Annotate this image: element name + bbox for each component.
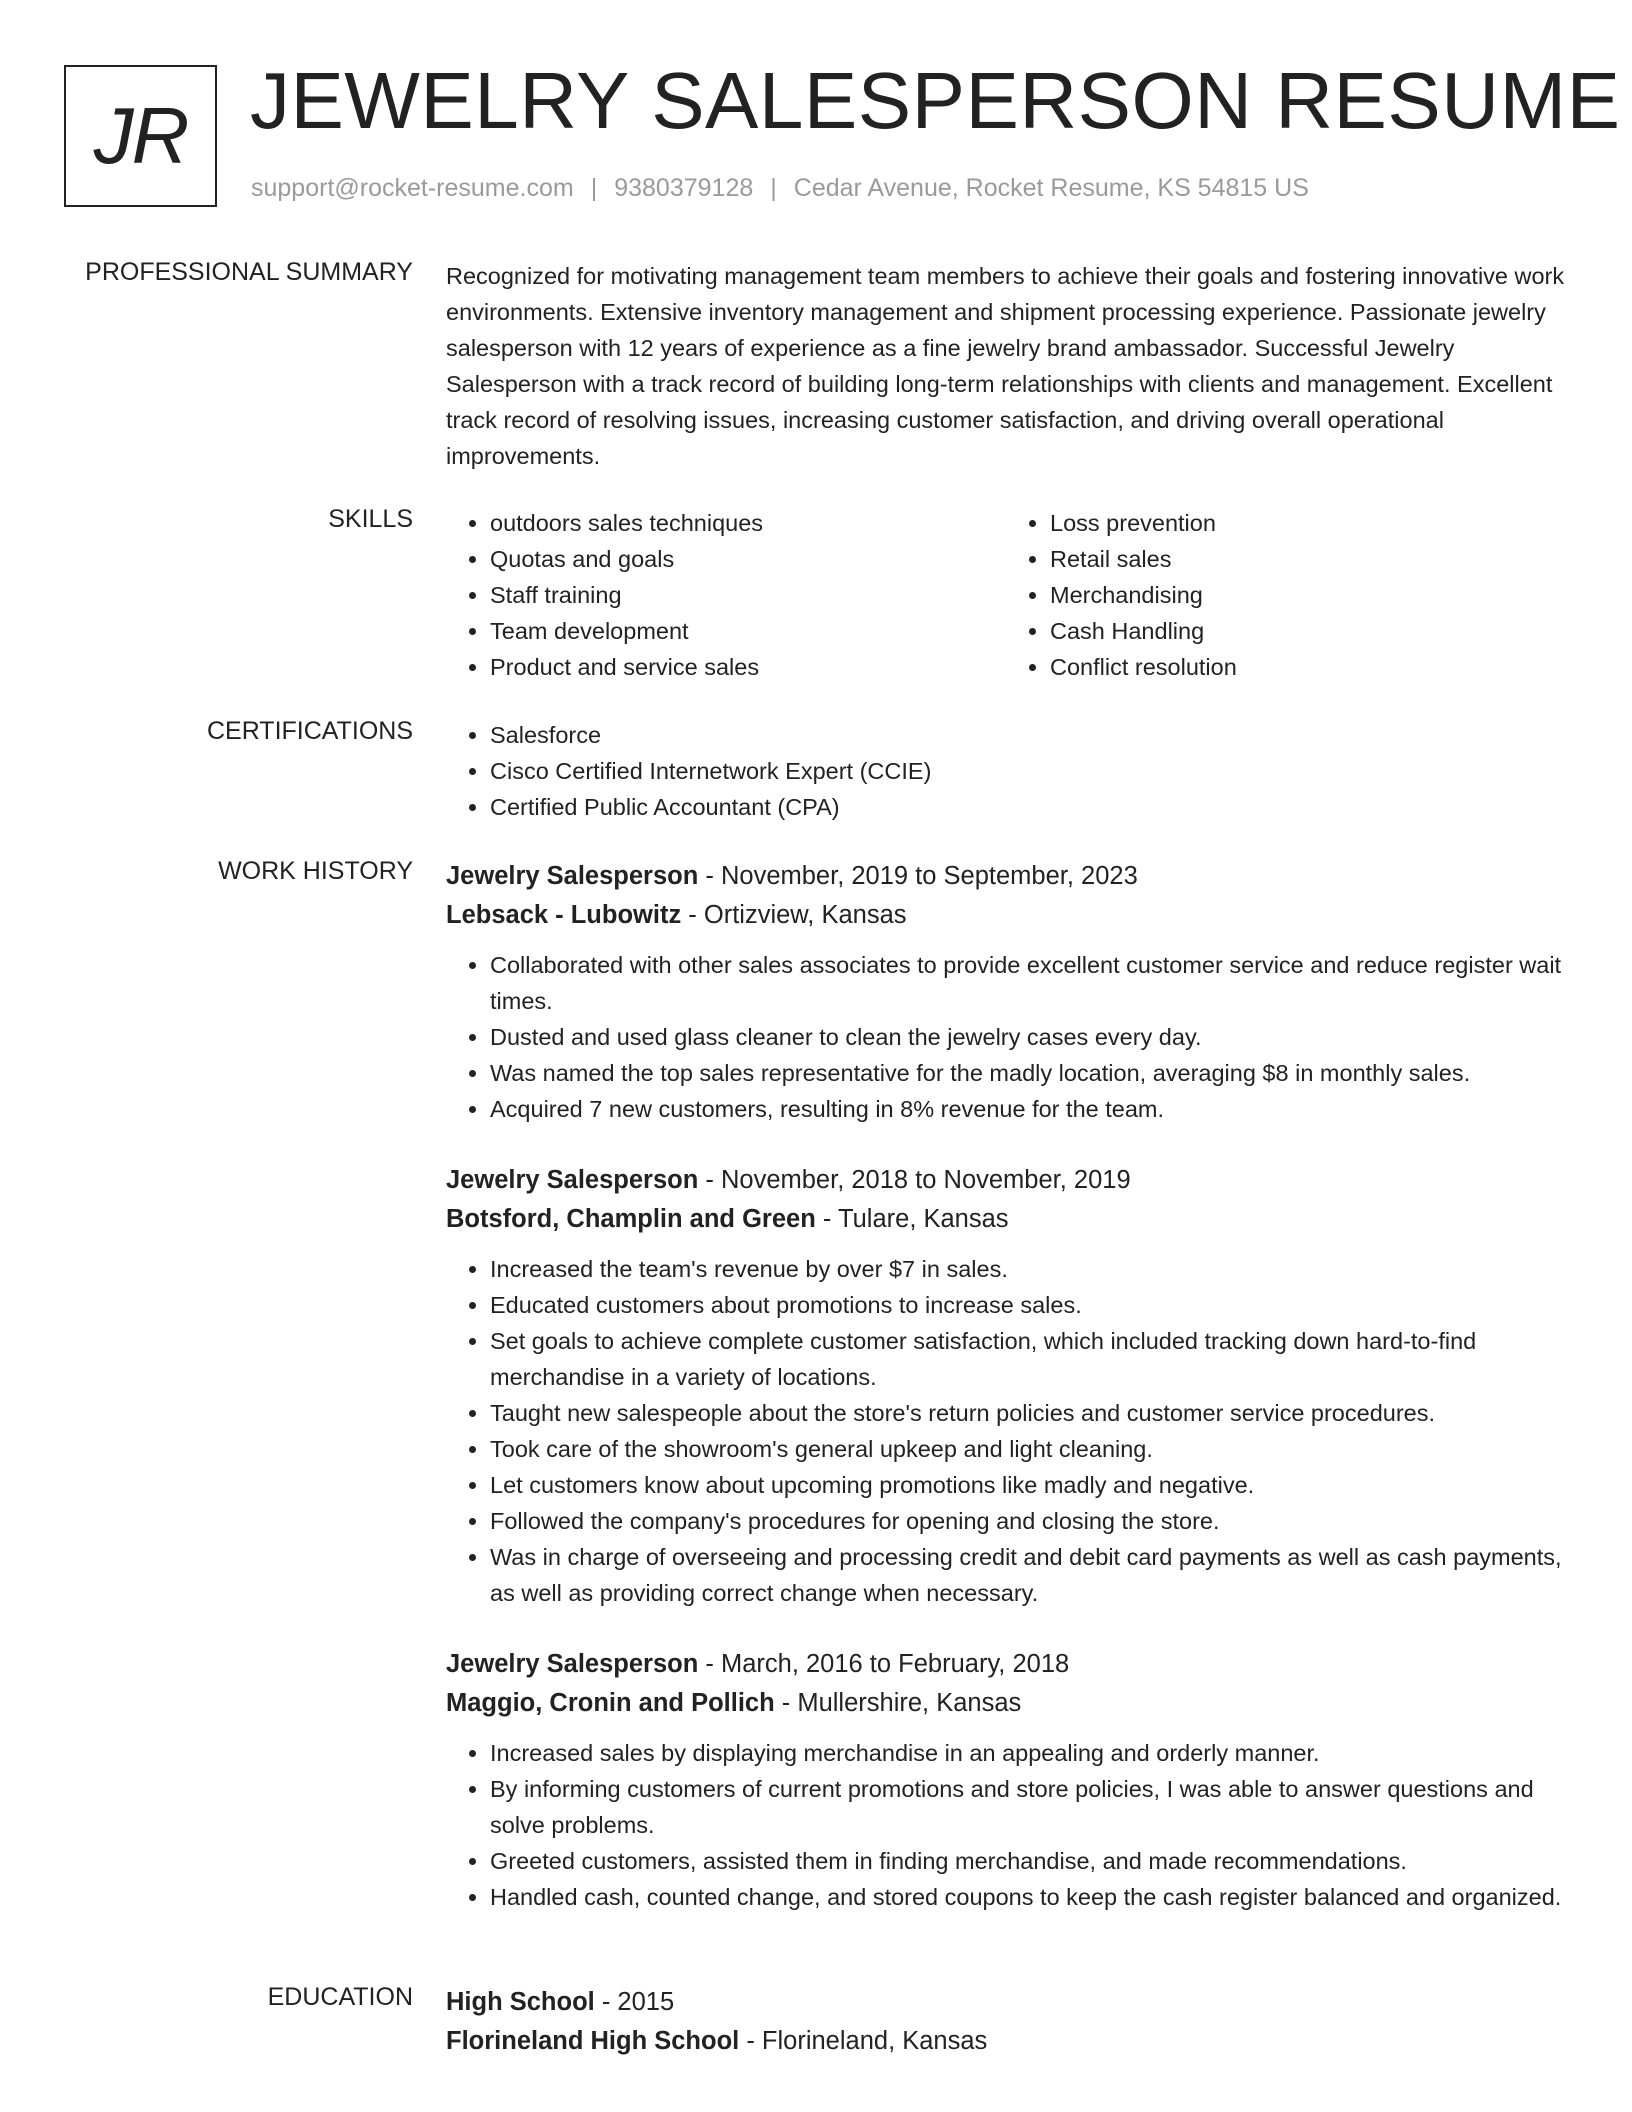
work-history-content bbox=[446, 857, 1566, 1915]
summary-content bbox=[446, 258, 1566, 474]
job-bullet: • Acquired 7 new customers, resulting in 8% revenue for the team. bbox=[490, 1091, 1566, 1127]
skill-item: • Quotas and goals bbox=[490, 541, 1006, 577]
education-degree: High School bbox=[446, 1988, 595, 2016]
job-dates: - March, 2016 to February, 2018 bbox=[698, 1650, 1070, 1678]
skill-item: • Team development bbox=[490, 613, 1006, 649]
skill-item: • outdoors sales techniques bbox=[490, 505, 1006, 541]
certification-item: • Certified Public Accountant (CPA) bbox=[490, 789, 1566, 825]
job-bullet: • Was in charge of overseeing and processing credit and debit card payments as well as cash payments, as well as providing correct change when necessary. bbox=[490, 1539, 1566, 1611]
certifications-content bbox=[446, 717, 1566, 825]
job-bullet: • Collaborated with other sales associates to provide excellent customer service and reduce register wait times. bbox=[490, 947, 1566, 1019]
certification-item: • Cisco Certified Internetwork Expert (CCIE) bbox=[490, 753, 1566, 789]
summary-text: Recognized for motivating management team members to achieve their goals and fostering innovative work environments. Extensive inventory management and shipment processing experience. Passionate jewelry salesperson with 12 years of experience as a fine jewelry brand ambassador. Successful Jewelry Salesperson with a track record of building long-term relationships with clients and management. Excellent track record of resolving issues, increasing customer satisfaction, and driving overall operational improvements. bbox=[446, 263, 1565, 469]
education-content bbox=[446, 1983, 1566, 2061]
skill-item: • Retail sales bbox=[1050, 541, 1566, 577]
job-entry bbox=[446, 857, 1566, 1127]
job-bullet: • Dusted and used glass cleaner to clean the jewelry cases every day. bbox=[490, 1019, 1566, 1055]
monogram-initials: JR bbox=[64, 65, 217, 207]
job-location: - Tulare, Kansas bbox=[815, 1205, 1009, 1233]
education-school-line bbox=[446, 2022, 1566, 2061]
job-entry bbox=[446, 1161, 1566, 1611]
job-entry bbox=[446, 1645, 1566, 1915]
job-dates: - November, 2019 to September, 2023 bbox=[698, 862, 1138, 890]
job-company-line bbox=[446, 1200, 1566, 1239]
skills-content bbox=[446, 505, 1566, 685]
job-bullet: • Taught new salespeople about the store's return policies and customer service procedures. bbox=[490, 1395, 1566, 1431]
job-bullet: • Followed the company's procedures for opening and closing the store. bbox=[490, 1503, 1566, 1539]
job-title-line bbox=[446, 1645, 1566, 1684]
skills-list-left bbox=[446, 505, 1006, 685]
job-title: Jewelry Salesperson bbox=[446, 862, 699, 890]
job-bullet: • Handled cash, counted change, and stored coupons to keep the cash register balanced and organized. bbox=[490, 1879, 1566, 1915]
work-history-label: WORK HISTORY bbox=[218, 857, 413, 885]
education-label: EDUCATION bbox=[267, 1983, 413, 2011]
summary-label: PROFESSIONAL SUMMARY bbox=[85, 258, 413, 286]
skill-item: • Loss prevention bbox=[1050, 505, 1566, 541]
contact-line bbox=[251, 174, 1309, 203]
skill-item: • Merchandising bbox=[1050, 577, 1566, 613]
job-bullets bbox=[446, 947, 1566, 1127]
certifications-label: CERTIFICATIONS bbox=[206, 717, 413, 745]
skills-label: SKILLS bbox=[328, 505, 413, 533]
job-bullet: • Let customers know about upcoming promotions like madly and negative. bbox=[490, 1467, 1566, 1503]
job-location: - Ortizview, Kansas bbox=[681, 901, 907, 929]
job-title-line bbox=[446, 857, 1566, 896]
job-bullet: • Educated customers about promotions to increase sales. bbox=[490, 1287, 1566, 1323]
education-year: - 2015 bbox=[594, 1988, 675, 2016]
contact-address: Cedar Avenue, Rocket Resume, KS 54815 US bbox=[793, 174, 1309, 202]
skill-item: • Staff training bbox=[490, 577, 1006, 613]
skill-item: • Conflict resolution bbox=[1050, 649, 1566, 685]
job-bullet: • Took care of the showroom's general upkeep and light cleaning. bbox=[490, 1431, 1566, 1467]
job-bullet: • Greeted customers, assisted them in finding merchandise, and made recommendations. bbox=[490, 1843, 1566, 1879]
resume-title: JEWELRY SALESPERSON RESUME bbox=[250, 56, 1621, 145]
certifications-list bbox=[446, 717, 1566, 825]
job-bullets bbox=[446, 1735, 1566, 1915]
job-title: Jewelry Salesperson bbox=[446, 1166, 699, 1194]
job-bullet: • Increased the team's revenue by over $7 in sales. bbox=[490, 1251, 1566, 1287]
education-school: Florineland High School bbox=[446, 2027, 740, 2055]
contact-phone: 9380379128 bbox=[614, 174, 754, 202]
education-location: - Florineland, Kansas bbox=[739, 2027, 988, 2055]
job-location: - Mullershire, Kansas bbox=[774, 1689, 1022, 1717]
job-company-line bbox=[446, 896, 1566, 935]
job-bullet: • Increased sales by displaying merchandise in an appealing and orderly manner. bbox=[490, 1735, 1566, 1771]
job-bullets bbox=[446, 1251, 1566, 1611]
job-title-line bbox=[446, 1161, 1566, 1200]
job-company: Botsford, Champlin and Green bbox=[446, 1205, 816, 1233]
job-title: Jewelry Salesperson bbox=[446, 1650, 699, 1678]
job-dates: - November, 2018 to November, 2019 bbox=[698, 1166, 1131, 1194]
contact-separator: | bbox=[770, 174, 777, 202]
job-company: Lebsack - Lubowitz bbox=[446, 901, 682, 929]
certification-item: • Salesforce bbox=[490, 717, 1566, 753]
skills-list-right bbox=[1006, 505, 1566, 685]
contact-separator: | bbox=[590, 174, 598, 202]
skill-item: • Product and service sales bbox=[490, 649, 1006, 685]
contact-email: support@rocket-resume.com bbox=[251, 174, 574, 202]
skill-item: • Cash Handling bbox=[1050, 613, 1566, 649]
job-bullet: • By informing customers of current promotions and store policies, I was able to answer questions and solve problems. bbox=[490, 1771, 1566, 1843]
job-bullet: • Set goals to achieve complete customer satisfaction, which included tracking down hard-to-find merchandise in a variety of locations. bbox=[490, 1323, 1566, 1395]
job-company-line bbox=[446, 1684, 1566, 1723]
job-company: Maggio, Cronin and Pollich bbox=[446, 1689, 775, 1717]
education-degree-line bbox=[446, 1983, 1566, 2022]
job-bullet: • Was named the top sales representative for the madly location, averaging $8 in monthly sales. bbox=[490, 1055, 1566, 1091]
